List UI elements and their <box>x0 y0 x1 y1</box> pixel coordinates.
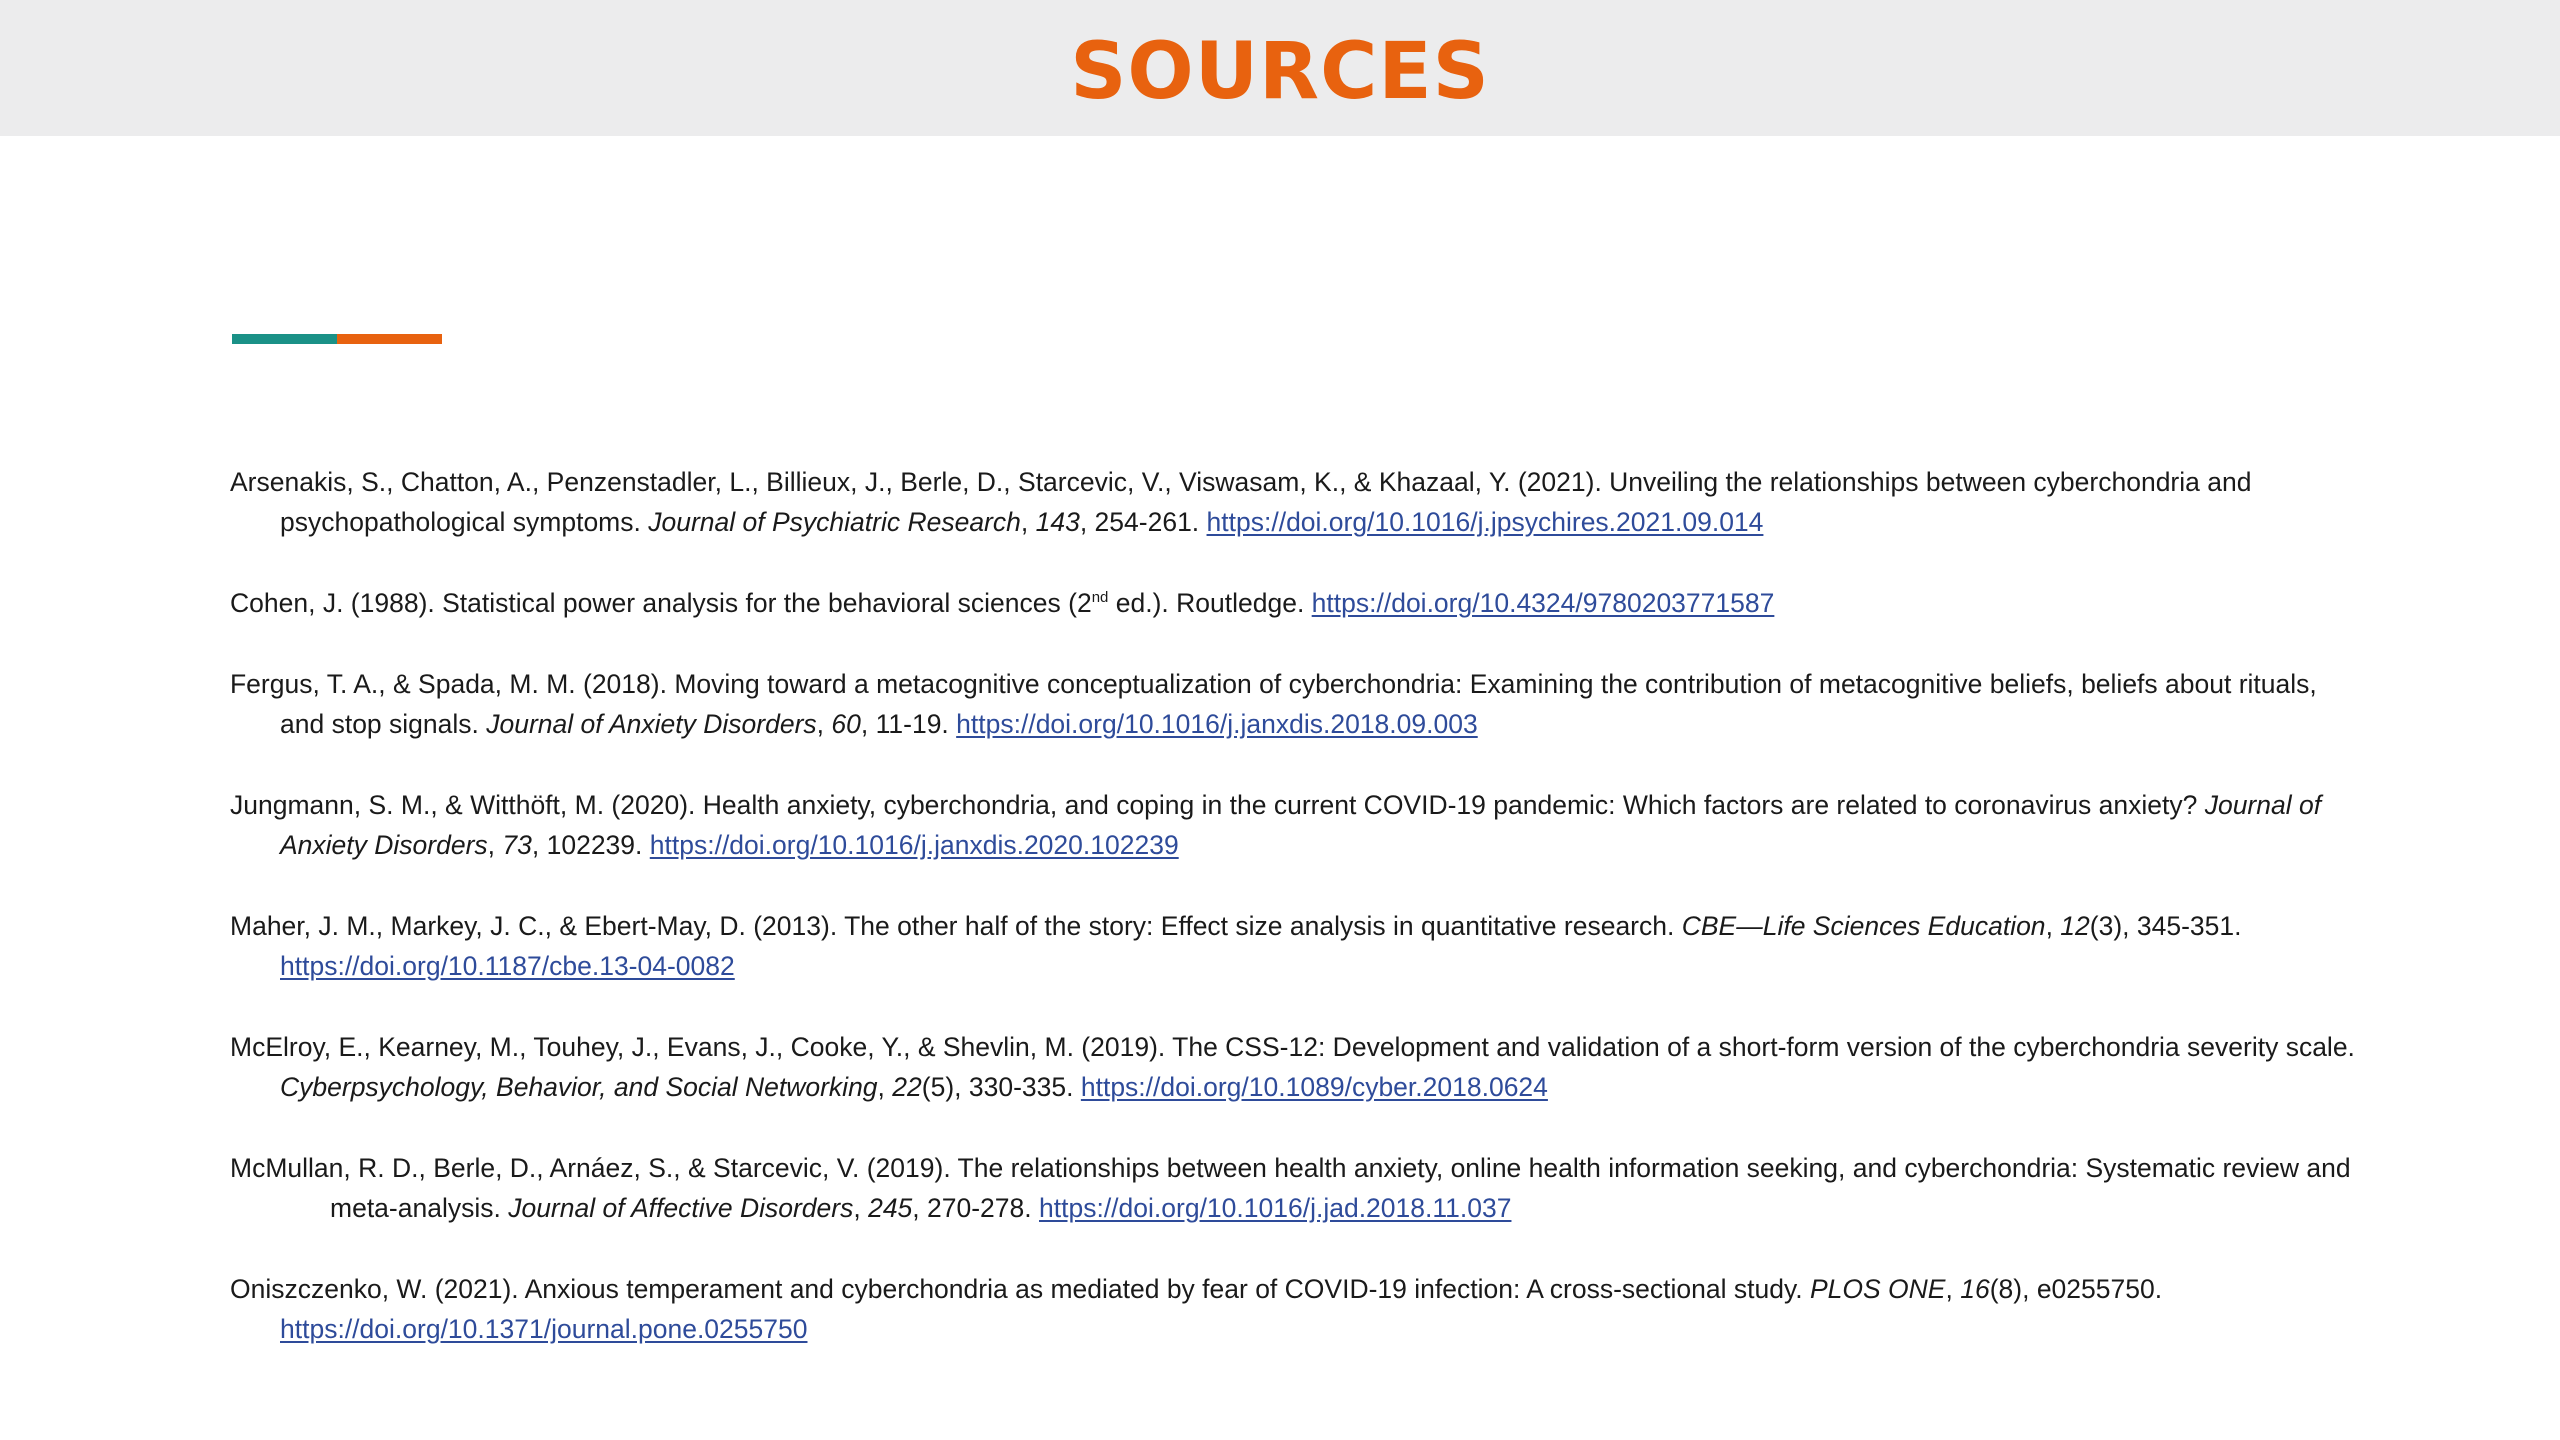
journal-title: Journal of Anxiety Disorders <box>486 709 817 739</box>
reference-item: Fergus, T. A., & Spada, M. M. (2018). Moving toward a metacognitive conceptualization of cyberchondria: Examining the contribution of metacognitive beliefs, beliefs about rituals, and stop signals. Journal of Anxiety Disorders, 60, 11-19. https://doi.org/10.1016/j.janxdis.2018.09.003 <box>230 669 2317 739</box>
journal-title: Journal of Affective Disorders <box>508 1193 854 1223</box>
reference-text: Maher, J. M., Markey, J. C., & Ebert-May, D. (2013). The other half of the story: Effect size analysis in quantitative research. <box>230 911 1682 941</box>
doi-link[interactable]: https://doi.org/10.4324/9780203771587 <box>1311 588 1775 618</box>
reference-item: Maher, J. M., Markey, J. C., & Ebert-May, D. (2013). The other half of the story: Effect size analysis in quantitative research. CBE—Life Sciences Education, 12(3), 345-351. https://doi.org/10.1187/cbe.13-04-0082 <box>230 911 2242 981</box>
header-band <box>0 0 2560 136</box>
doi-link[interactable]: https://doi.org/10.1371/journal.pone.0255750 <box>280 1314 808 1344</box>
doi-link[interactable]: https://doi.org/10.1016/j.janxdis.2018.09.003 <box>956 709 1478 739</box>
reference-pages: , 254-261. <box>1079 507 1207 537</box>
reference-text: Cohen, J. (1988). Statistical power analysis for the behavioral sciences (2 <box>230 588 1092 618</box>
journal-volume: 16 <box>1960 1274 1990 1304</box>
reference-text: McMullan, R. D., Berle, D., Arnáez, S., & Starcevic, V. (2019). The relationships between health anxiety, online health information seeking, and cyberchondria: Systematic review and meta-analysis. <box>230 1153 2351 1223</box>
page-title: SOURCES <box>1070 27 1490 117</box>
reference-item: McMullan, R. D., Berle, D., Arnáez, S., & Starcevic, V. (2019). The relationships between health anxiety, online health information seeking, and cyberchondria: Systematic review and meta-analysis. Journal of Affective Disorders, 245, 270-278. https://doi.org/10.1016/j.jad.2018.11.037 <box>230 1153 2351 1223</box>
reference-text: Arsenakis, S., Chatton, A., Penzenstadler, L., Billieux, J., Berle, D., Starcevic, V., Viswasam, K., & Khazaal, Y. (2021). Unveiling the relationships between cyberchondria and psychopathological symptoms. <box>230 467 2252 537</box>
reference-item: Oniszczenko, W. (2021). Anxious temperament and cyberchondria as mediated by fear of COVID-19 infection: A cross-sectional study. PLOS ONE, 16(8), e0255750. https://doi.org/10.1371/journal.pone.0255750 <box>230 1274 2163 1344</box>
doi-link[interactable]: https://doi.org/10.1089/cyber.2018.0624 <box>1080 1072 1548 1102</box>
journal-volume: 73 <box>502 830 532 860</box>
journal-volume: 60 <box>831 709 861 739</box>
accent-teal-segment <box>232 334 337 344</box>
doi-link[interactable]: https://doi.org/10.1187/cbe.13-04-0082 <box>280 951 735 981</box>
reference-pages: (5), 330-335. <box>921 1072 1081 1102</box>
accent-orange-segment <box>337 334 442 344</box>
accent-divider <box>232 334 442 344</box>
reference-text: Fergus, T. A., & Spada, M. M. (2018). Moving toward a metacognitive conceptualization of cyberchondria: Examining the contribution of metacognitive beliefs, beliefs about rituals, and stop signals. <box>230 669 2317 739</box>
journal-volume: 143 <box>1035 507 1080 537</box>
reference-item: Arsenakis, S., Chatton, A., Penzenstadler, L., Billieux, J., Berle, D., Starcevic, V., Viswasam, K., & Khazaal, Y. (2021). Unveiling the relationships between cyberchondria and psychopathological symptoms. Journal of Psychiatric Research, 143, 254-261. https://doi.org/10.1016/j.jpsychires.2021.09.014 <box>230 467 2252 537</box>
reference-pages: (8), e0255750. <box>1989 1274 2163 1304</box>
reference-text: McElroy, E., Kearney, M., Touhey, J., Evans, J., Cooke, Y., & Shevlin, M. (2019). The CSS-12: Development and validation of a short-form version of the cyberchondria severity scale. <box>230 1032 2355 1062</box>
reference-pages: , 270-278. <box>912 1193 1039 1223</box>
reference-pages: , 102239. <box>531 830 650 860</box>
journal-title: Journal of Psychiatric Research <box>648 507 1021 537</box>
reference-item <box>230 583 2360 623</box>
reference-text: Oniszczenko, W. (2021). Anxious temperament and cyberchondria as mediated by fear of COVID-19 infection: A cross-sectional study. <box>230 1274 1810 1304</box>
doi-link[interactable]: https://doi.org/10.1016/j.jpsychires.2021.09.014 <box>1206 507 1764 537</box>
journal-volume: 12 <box>2060 911 2090 941</box>
journal-title: Cyberpsychology, Behavior, and Social Networking <box>280 1072 878 1102</box>
journal-volume: 245 <box>868 1193 913 1223</box>
reference-item: McElroy, E., Kearney, M., Touhey, J., Evans, J., Cooke, Y., & Shevlin, M. (2019). The CSS-12: Development and validation of a short-form version of the cyberchondria severity scale. Cyberpsychology, Behavior, and Social Networking, 22(5), 330-335. https://doi.org/10.1089/cyber.2018.0624 <box>230 1032 2355 1102</box>
journal-volume: 22 <box>892 1072 922 1102</box>
journal-title: PLOS ONE <box>1809 1274 1946 1304</box>
journal-title: Journal of Anxiety Disorders <box>280 790 2322 860</box>
doi-link[interactable]: https://doi.org/10.1016/j.jad.2018.11.037 <box>1039 1193 1512 1223</box>
reference-pages: , 11-19. <box>860 709 957 739</box>
doi-link[interactable]: https://doi.org/10.1016/j.janxdis.2020.102239 <box>649 830 1179 860</box>
reference-item: Jungmann, S. M., & Witthöft, M. (2020). Health anxiety, cyberchondria, and coping in the current COVID-19 pandemic: Which factors are related to coronavirus anxiety? Journal of Anxiety Disorders, 73, 102239. https://doi.org/10.1016/j.janxdis.2020.102239 <box>230 790 2322 860</box>
reference-publisher: ed.). Routledge. <box>1108 588 1312 618</box>
reference-text: Jungmann, S. M., & Witthöft, M. (2020). Health anxiety, cyberchondria, and coping in the current COVID-19 pandemic: Which factors are related to coronavirus anxiety? <box>230 790 2205 820</box>
reference-pages: (3), 345-351. <box>2089 911 2242 941</box>
journal-title: CBE—Life Sciences Education <box>1681 911 2046 941</box>
edition-superscript: nd <box>1091 589 1109 607</box>
reference-list <box>230 462 2360 1390</box>
